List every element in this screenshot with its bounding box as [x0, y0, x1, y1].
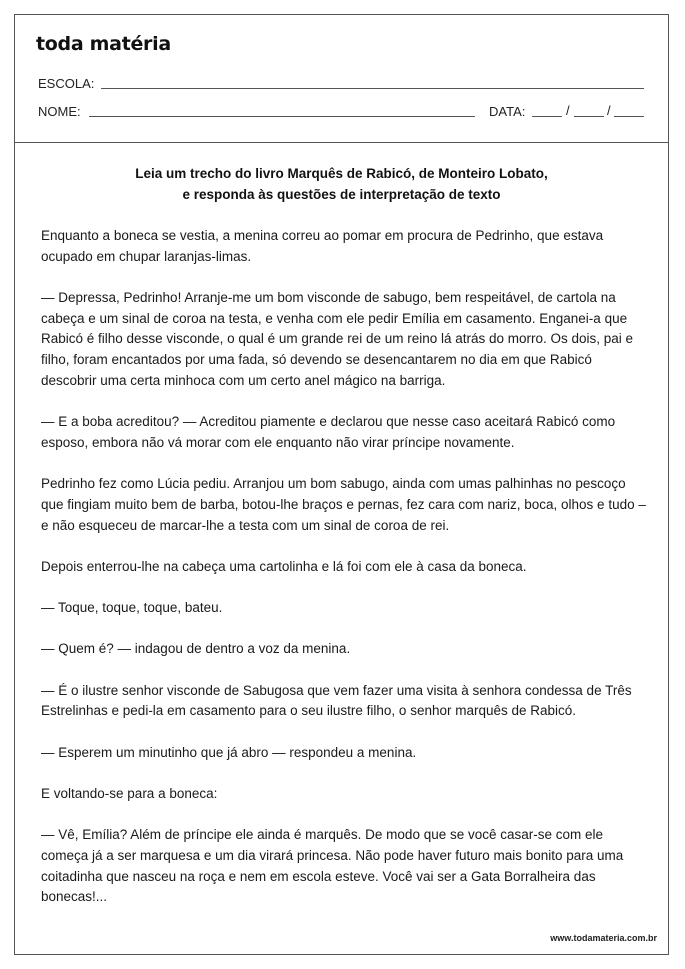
- paragraph: — Esperem um minutinho que já abro — respondeu a menina.: [41, 744, 417, 760]
- school-line[interactable]: [101, 88, 644, 89]
- date-month-line[interactable]: [574, 116, 604, 117]
- paragraph: — Vê, Emília? Além de príncipe ele ainda é marquês. De modo que se você casar-se com ele começa já a ser marquesa e um dia virará princesa. Não pode haver futuro mais bonito para uma coitadinha que nasceu na roça e nem em escola esteve. Você vai ser a Gata Borralheira das bonecas!...: [41, 827, 624, 905]
- logo: toda matéria: [36, 33, 171, 55]
- paragraph: — E a boba acreditou? — Acreditou piamente e declarou que nesse caso aceitará Rabicó como esposo, embora não vá morar com ele enquanto não virar príncipe novamente.: [41, 414, 616, 450]
- intro-heading: [14, 163, 669, 205]
- date-year-line[interactable]: [614, 116, 644, 117]
- date-day-line[interactable]: [532, 116, 562, 117]
- paragraph: Pedrinho fez como Lúcia pediu. Arranjou um bom sabugo, ainda com umas palhinhas no pescoço que fingiam muito bem de barba, botou-lhe braços e pernas, fez cara com nariz, boca, olhos e tudo – e não esqueceu de marcar-lhe a testa com um sinal de coroa de rei.: [41, 476, 646, 533]
- footer-url[interactable]: www.todamateria.com.br: [550, 933, 657, 943]
- name-line[interactable]: [89, 116, 475, 117]
- paragraph: — Depressa, Pedrinho! Arranje-me um bom visconde de sabugo, bem respeitável, de cartola na cabeça e um sinal de coroa na testa, e venha com ele pedir Emília em casamento. Enganei-a que Rabicó é filho desse visconde, o qual é um grande rei de um reino lá atrás do morro. Os dois, pai e filho, foram encantados por uma fada, só devendo se desencantarem no dia em que Rabicó descobrir uma certa minhoca com um certo anel mágico na barriga.: [41, 290, 634, 388]
- intro-line: e responda às questões de interpretação de texto: [182, 187, 501, 202]
- paragraph: Enquanto a boneca se vestia, a menina correu ao pomar em procura de Pedrinho, que estava ocupado em chupar laranjas-limas.: [41, 228, 604, 264]
- date-separator: /: [607, 103, 611, 118]
- paragraph: E voltando-se para a boneca:: [41, 786, 218, 801]
- date-label: DATA:: [489, 104, 526, 119]
- paragraph: — Toque, toque, toque, bateu.: [41, 600, 223, 616]
- date-separator: /: [566, 103, 570, 118]
- name-label: NOME:: [38, 104, 81, 119]
- paragraph: — Quem é? — indagou de dentro a voz da menina.: [41, 641, 351, 657]
- story-text: [41, 226, 651, 929]
- school-label: ESCOLA:: [38, 76, 95, 91]
- intro-line: Leia um trecho do livro Marquês de Rabicó, de Monteiro Lobato,: [135, 166, 548, 181]
- paragraph: — É o ilustre senhor visconde de Sabugosa que vem fazer uma visita à senhora condessa de Três Estrelinhas e pedi-la em casamento para o seu ilustre filho, o senhor marquês de Rabicó.: [41, 682, 632, 719]
- paragraph: Depois enterrou-lhe na cabeça uma cartolinha e lá foi com ele à casa da boneca.: [41, 558, 527, 574]
